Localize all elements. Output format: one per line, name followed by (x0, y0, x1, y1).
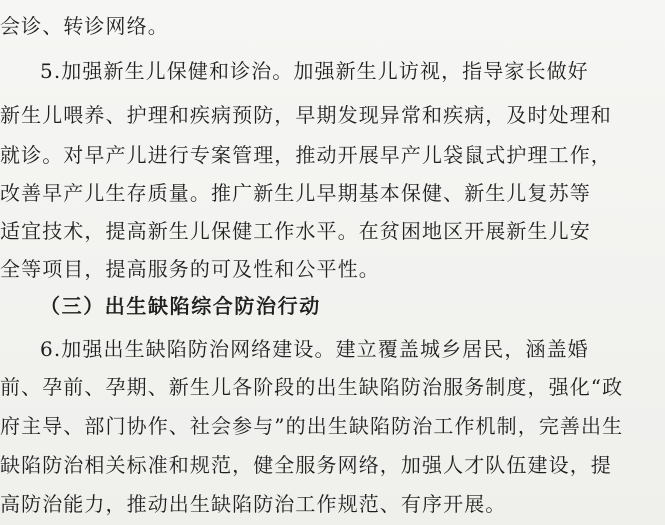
text-line-9: 前、孕前、孕期、新生儿各阶段的出生缺陷防治服务制度，强化“政 (0, 375, 624, 399)
text-line-2: 5.加强新生儿保健和诊治。加强新生儿访视，指导家长做好 (40, 59, 589, 83)
section-heading: （三）出生缺陷综合防治行动 (40, 294, 321, 318)
text-line-3: 新生儿喂养、护理和疾病预防，早期发现异常和疾病，及时处理和 (0, 103, 612, 127)
text-line-11: 缺陷防治相关标准和规范，健全服务网络，加强人才队伍建设，提 (0, 453, 612, 477)
text-line-12: 高防治能力，推动出生缺陷防治工作规范、有序开展。 (0, 492, 507, 516)
text-line-5: 改善早产儿生存质量。推广新生儿早期基本保健、新生儿复苏等 (0, 181, 591, 205)
text-line-4: 就诊。对早产儿进行专案管理，推动开展早产儿袋鼠式护理工作， (0, 143, 612, 167)
text-line-6: 适宜技术，提高新生儿保健工作水平。在贫困地区开展新生儿安 (0, 219, 591, 243)
text-line-7: 全等项目，提高服务的可及性和公平性。 (0, 257, 380, 281)
text-line-10: 府主导、部门协作、社会参与”的出生缺陷防治工作机制，完善出生 (0, 414, 624, 438)
text-line-1: 会诊、转诊网络。 (0, 14, 169, 38)
text-line-8: 6.加强出生缺陷防治网络建设。建立覆盖城乡居民，涵盖婚 (40, 337, 589, 361)
